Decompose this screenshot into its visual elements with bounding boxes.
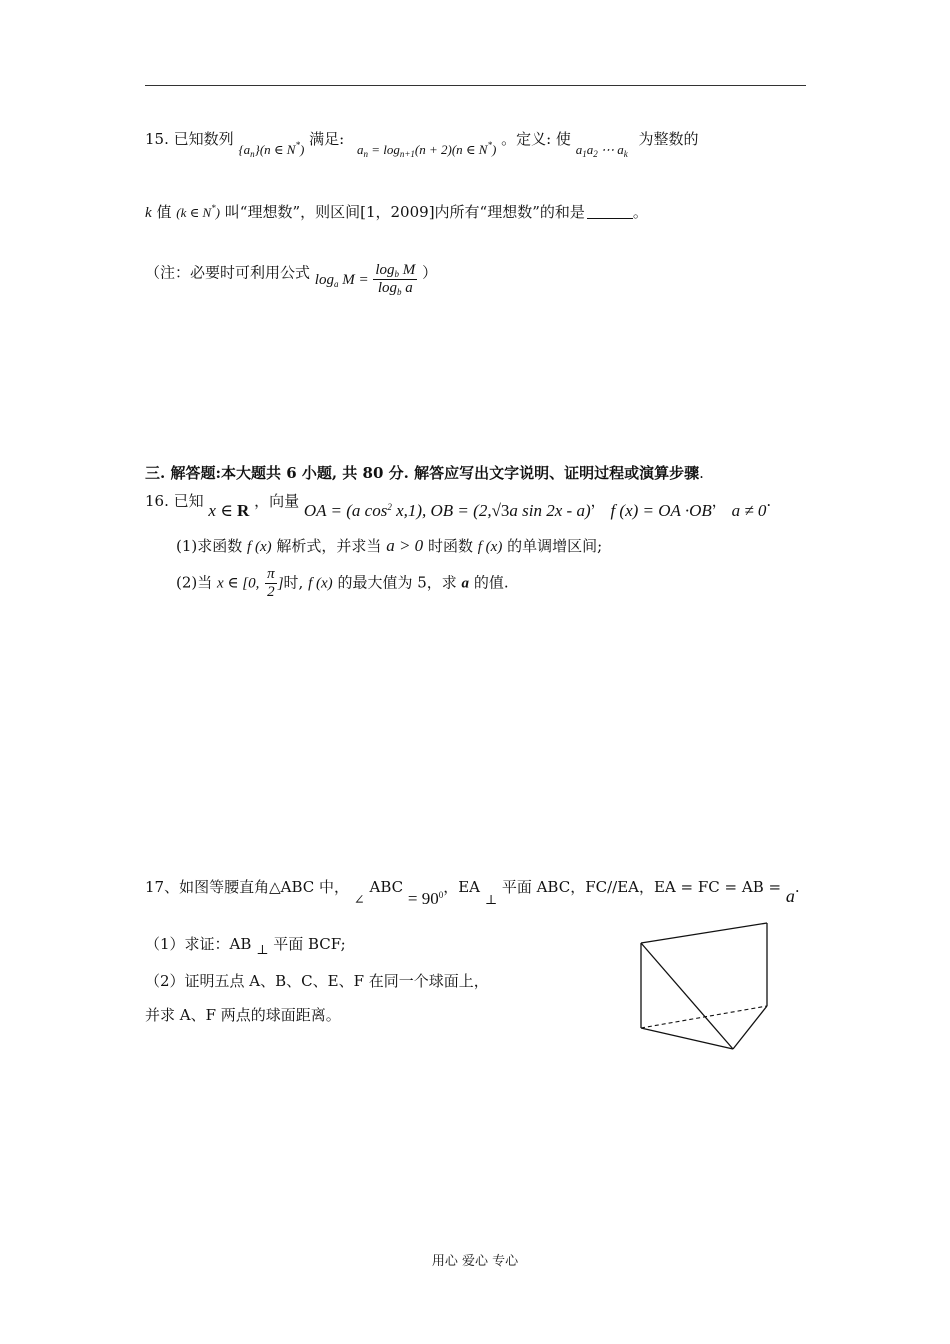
- edge-a-c-hidden: [641, 1006, 767, 1028]
- page-footer: 用心 爱心 专心: [431, 1254, 519, 1269]
- q17-line1: [145, 876, 800, 908]
- p2-c: 的最大值为 5，求: [337, 573, 457, 592]
- edge-b-c: [733, 1006, 767, 1049]
- prod-dots: ⋯ a: [597, 142, 624, 157]
- q16-vec-label: ，向量: [254, 492, 300, 510]
- prod-s2: 2: [593, 149, 598, 159]
- seq-sub: n: [250, 149, 255, 159]
- header-rule: [145, 85, 806, 86]
- q16-a-neq: a ≠ 0: [731, 501, 767, 520]
- q16-end-dot: .: [766, 492, 772, 510]
- vec-expr-1: OA = (a cos: [303, 501, 388, 520]
- note-den-log: log: [377, 280, 398, 296]
- vec-sup: 2: [387, 502, 392, 512]
- k-close: ): [215, 205, 220, 220]
- comma-2: ，: [711, 492, 727, 510]
- p2-x: x ∈ [0,: [217, 575, 260, 592]
- edge-a-b: [641, 1028, 733, 1049]
- q16-part2: [176, 566, 509, 601]
- p2-f: f (x): [308, 575, 333, 592]
- p1-d: 的单调增区间;: [507, 537, 603, 555]
- p1-cond: a > 0: [386, 536, 424, 555]
- q17-a: a: [785, 886, 795, 906]
- prod-a2: a: [586, 142, 594, 157]
- formula-star: *: [487, 140, 492, 150]
- q15-sequence: [238, 142, 304, 157]
- formula-log-sub: n+1: [399, 149, 415, 159]
- seq-text: {a: [238, 142, 251, 157]
- q16-part1: [176, 535, 602, 556]
- note-num-log: log: [375, 262, 395, 278]
- perp-symbol-1: ⊥: [484, 892, 498, 907]
- formula-close: ): [491, 142, 497, 157]
- p2-close: ]: [277, 575, 284, 592]
- seq-close: ): [299, 142, 305, 157]
- q17-intro: 17、如图等腰直角△ABC 中，: [145, 878, 350, 896]
- p2-b: 时,: [283, 573, 304, 592]
- q17-p1-b: 平面 BCF;: [273, 935, 346, 953]
- q16-number: 16. 已知: [145, 492, 204, 510]
- q15-k: k: [145, 205, 152, 221]
- q15-line1: [145, 128, 699, 159]
- q17-conditions: 平面 ABC，FC//EA，EA = FC = AB =: [501, 878, 782, 896]
- prod-s1: 1: [582, 149, 587, 159]
- note-numerator: [373, 262, 417, 280]
- sqrt3: √3: [491, 501, 510, 520]
- p1-a: (1)求函数: [176, 537, 243, 555]
- edge-e-f: [641, 923, 767, 943]
- q17-part3: 并求 A、F 两点的球面距离。: [145, 1006, 341, 1024]
- q16-line1: [145, 490, 772, 520]
- p2-d: 的值.: [473, 573, 509, 592]
- note-num-m: M: [399, 262, 416, 278]
- seq-star: *: [295, 140, 300, 150]
- formula-a: a: [356, 142, 364, 157]
- p1-c: 时函数: [427, 537, 473, 555]
- answer-blank[interactable]: [587, 204, 633, 219]
- section3-dot: .: [699, 464, 704, 482]
- p2-fraction: [265, 566, 277, 601]
- note-den-a: a: [401, 280, 413, 296]
- q15-tail: 为整数的: [638, 130, 699, 148]
- note-fraction: [373, 262, 417, 297]
- vec-expr-3: a sin 2x - a): [509, 501, 591, 520]
- formula-a-sub: n: [363, 149, 368, 159]
- q16-vector-expr: [304, 501, 591, 520]
- note-lhs-m: M =: [338, 271, 369, 288]
- q15-number: 15.: [145, 130, 169, 148]
- q17-part1: [145, 933, 346, 957]
- p1-f: f (x): [247, 539, 272, 555]
- q15-note: [145, 256, 438, 297]
- q15-line2: [145, 201, 648, 222]
- q17-end-dot: .: [794, 878, 800, 896]
- q15-define: 。定义: 使: [501, 130, 571, 148]
- k-cond: (k ∈ N: [176, 205, 212, 220]
- p2-a: (2)当: [176, 573, 213, 592]
- note-lhs: [315, 272, 369, 288]
- note-den-sub: b: [397, 287, 402, 297]
- note-suffix: ）: [422, 263, 438, 282]
- p1-b: 解析式，并求当: [276, 537, 382, 555]
- x-in: x ∈: [208, 501, 233, 520]
- q17-ea: ，EA: [443, 878, 481, 896]
- q15-k-cond: [176, 205, 220, 220]
- section3-title: [145, 462, 704, 483]
- note-lhs-sub: a: [333, 278, 339, 289]
- formula-eq: = log: [371, 142, 400, 157]
- q16-x-in-r: [208, 501, 249, 520]
- section3-title-text: 三. 解答题:本大题共 6 小题, 共 80 分. 解答应写出文字说明、证明过程或演算步骤: [145, 464, 700, 482]
- p1-f2: f (x): [477, 539, 503, 555]
- p2-two: 2: [267, 584, 275, 600]
- q15-end: 。: [632, 203, 648, 221]
- q15-intro: 已知数列: [173, 130, 234, 148]
- p2-a-var: a: [461, 575, 470, 592]
- note-denominator: [373, 280, 417, 297]
- prism-figure: [630, 915, 780, 1060]
- perp-symbol-2: ⊥: [256, 942, 269, 957]
- edge-e-b: [641, 943, 733, 1049]
- q17-part2: （2）证明五点 A、B、C、E、F 在同一个球面上，: [145, 972, 489, 990]
- q17-p1-a: （1）求证：AB: [145, 935, 252, 953]
- eq90: = 90: [407, 889, 439, 908]
- q15-satisfy: 满足:: [309, 130, 345, 148]
- angle-symbol: ∠: [353, 892, 365, 907]
- p2-pi: π: [267, 566, 275, 582]
- comma-1: ，: [590, 492, 606, 510]
- q17-eq90: [408, 889, 443, 908]
- note-prefix: （注：必要时可利用公式: [145, 263, 311, 282]
- vec-expr-2: x,1), OB = (2,: [391, 501, 492, 520]
- q15-question: 叫“理想数”，则区间[1，2009]内所有“理想数”的和是: [224, 203, 585, 221]
- formula-rest: (n + 2)(n ∈ N: [414, 142, 488, 157]
- real-set: R: [237, 501, 250, 520]
- deg: 0: [438, 890, 444, 900]
- seq-tail: }(n ∈ N: [254, 142, 296, 157]
- note-num-sub: b: [394, 269, 400, 279]
- note-lhs-log: log: [314, 271, 334, 288]
- q15-product: [576, 142, 628, 157]
- prod-a1: a: [575, 142, 583, 157]
- k-star: *: [211, 203, 216, 213]
- q15-value-word: 值: [156, 203, 172, 221]
- q15-formula: [357, 142, 496, 157]
- q17-abc: ABC: [369, 878, 404, 896]
- q16-f-expr: f (x) = OA ·OB: [610, 501, 712, 520]
- prod-sk: k: [623, 149, 628, 159]
